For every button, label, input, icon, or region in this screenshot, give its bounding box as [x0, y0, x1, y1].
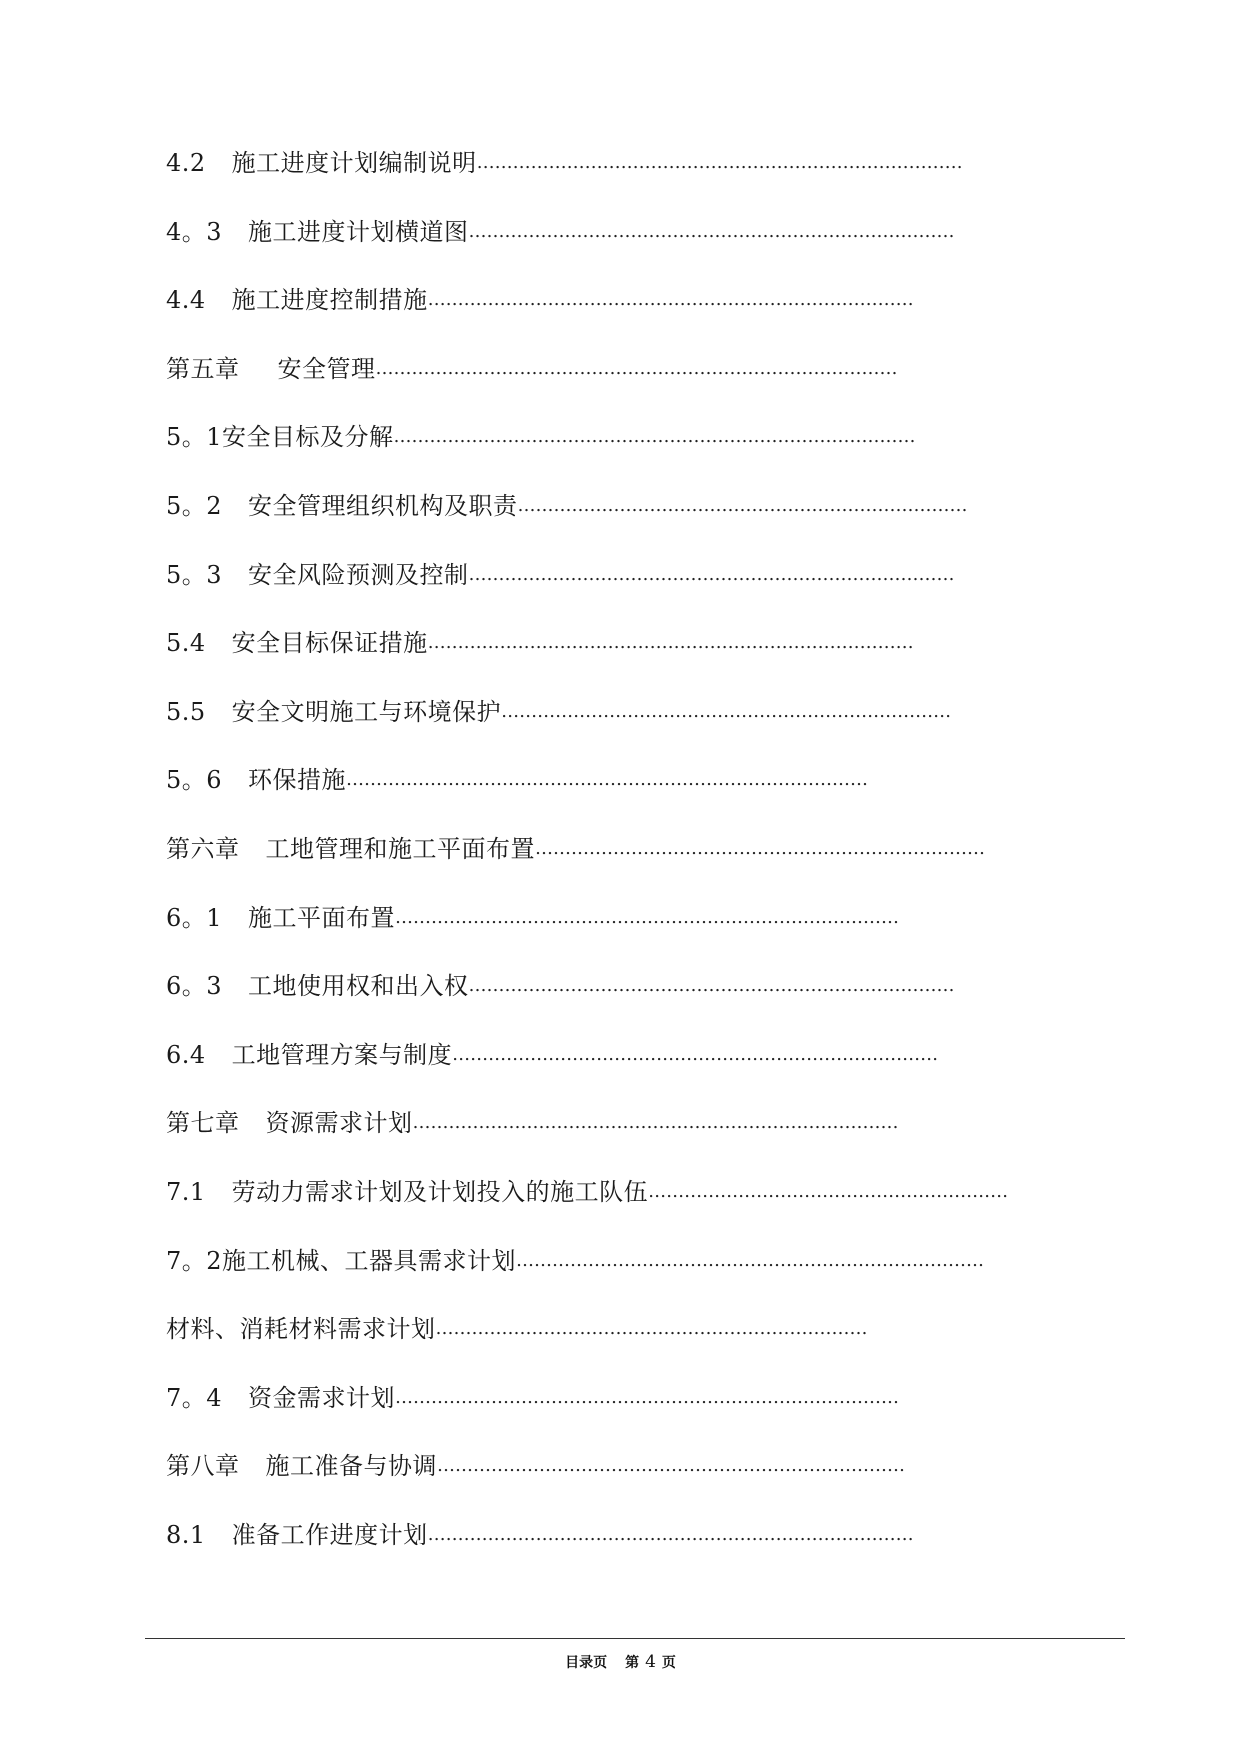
toc-entry-leader: ……………………………………………………………………………: [375, 357, 898, 379]
toc-entry-number: 5。3: [166, 560, 223, 589]
toc-entry-leader: ………………………………………………………………………: [412, 1112, 899, 1134]
toc-entry-leader: ……………………………………………………………………: [516, 1249, 985, 1271]
toc-entry-number: 6。1: [166, 903, 223, 932]
toc-entry-title: 安全风险预测及控制: [248, 560, 469, 589]
toc-entry-number: 7。2: [166, 1246, 223, 1275]
footer-page-number: 4: [645, 1652, 656, 1672]
toc-entry-7-1[interactable]: [166, 1169, 1126, 1238]
toc-entry-title: 安全目标保证措施: [231, 629, 428, 658]
toc-entry-leader: ……………………………………………………………………: [437, 1455, 905, 1477]
toc-entry-5-3[interactable]: [166, 552, 1126, 621]
toc-entry-leader: ………………………………………………………………………: [427, 289, 914, 311]
toc-entry-leader: …………………………………………………………………: [535, 837, 985, 859]
toc-entry-7-2[interactable]: [166, 1238, 1126, 1307]
toc-entry-chapter-5[interactable]: [166, 346, 1126, 415]
toc-entry-chapter-6[interactable]: [166, 826, 1126, 895]
toc-entry-6-3[interactable]: [166, 963, 1126, 1032]
toc-entry-number: 第五章: [166, 354, 240, 383]
toc-entry-leader: ……………………………………………………: [648, 1180, 1009, 1202]
toc-entry-leader: …………………………………………………………………………: [395, 906, 900, 928]
toc-entry-leader: ………………………………………………………………………: [468, 563, 955, 585]
toc-entry-leader: ………………………………………………………………………: [427, 1523, 914, 1545]
toc-entry-4-2[interactable]: [166, 140, 1126, 209]
toc-entry-5-1[interactable]: [166, 414, 1126, 483]
toc-entry-title: 环保措施: [248, 766, 347, 795]
toc-entry-title: 安全文明施工与环境保护: [231, 697, 502, 726]
toc-entry-title: 施工机械、工器具需求计划: [222, 1246, 517, 1275]
toc-entry-number: 6.4: [166, 1040, 206, 1069]
footer-label: 目录页: [565, 1655, 608, 1671]
toc-entry-leader: …………………………………………………………………………: [395, 1386, 900, 1408]
toc-entry-number: 5。2: [166, 491, 223, 520]
toc-entry-number: 4.4: [166, 286, 206, 315]
toc-entry-leader: ………………………………………………………………………: [452, 1043, 939, 1065]
toc-entry-title: 劳动力需求计划及计划投入的施工队伍: [231, 1177, 649, 1206]
toc-entry-number: 7.1: [166, 1177, 206, 1206]
toc-entry-7-3[interactable]: [166, 1306, 1126, 1375]
toc-entry-title: 施工准备与协调: [265, 1452, 437, 1481]
toc-entry-4-3[interactable]: [166, 209, 1126, 278]
toc-entry-leader: ………………………………………………………………………: [468, 220, 955, 242]
toc-entry-7-4[interactable]: [166, 1375, 1126, 1444]
toc-entry-number: 6。3: [166, 972, 223, 1001]
toc-entry-number: 5.5: [166, 697, 206, 726]
toc-entry-number: 7。4: [166, 1383, 223, 1412]
toc-entry-number: 第七章: [166, 1109, 240, 1138]
toc-entry-title: 施工平面布置: [248, 903, 396, 932]
toc-entry-title: 工地管理方案与制度: [231, 1040, 453, 1069]
toc-entry-title: 施工进度控制措施: [231, 286, 428, 315]
toc-entry-title: 材料、消耗材料需求计划: [166, 1315, 436, 1344]
footer-divider: [145, 1638, 1125, 1639]
table-of-contents: [166, 140, 1126, 1580]
toc-entry-title: 资金需求计划: [248, 1383, 396, 1412]
toc-entry-8-1[interactable]: [166, 1512, 1126, 1581]
toc-entry-chapter-7[interactable]: [166, 1100, 1126, 1169]
toc-entry-title: 安全管理组织机构及职责: [248, 491, 518, 520]
toc-entry-title: 安全管理: [277, 354, 376, 383]
toc-entry-5-2[interactable]: [166, 483, 1126, 552]
footer-page-suffix: 页: [661, 1655, 676, 1671]
toc-entry-title: 施工进度计划编制说明: [231, 149, 477, 177]
toc-entry-leader: …………………………………………………………………: [501, 700, 952, 722]
toc-entry-leader: …………………………………………………………………: [517, 494, 968, 516]
toc-entry-leader: ……………………………………………………………………………: [393, 426, 916, 448]
toc-entry-title: 安全目标及分解: [222, 423, 394, 452]
toc-entry-number: 5。1: [166, 423, 223, 452]
toc-entry-number: 4。3: [166, 217, 223, 246]
toc-entry-6-1[interactable]: [166, 895, 1126, 964]
toc-entry-number: 5。6: [166, 766, 223, 795]
toc-entry-number: 4.2: [166, 149, 206, 177]
toc-entry-leader: ………………………………………………………………………: [468, 975, 955, 997]
page-footer: [0, 1652, 1241, 1672]
toc-entry-number: 8.1: [166, 1520, 206, 1549]
toc-entry-number: 5.4: [166, 629, 206, 658]
toc-entry-5-6[interactable]: [166, 757, 1126, 826]
toc-entry-title: 资源需求计划: [265, 1109, 413, 1138]
toc-entry-6-4[interactable]: [166, 1032, 1126, 1101]
toc-entry-5-5[interactable]: [166, 689, 1126, 758]
toc-entry-chapter-8[interactable]: [166, 1443, 1126, 1512]
toc-entry-leader: ………………………………………………………………………: [476, 152, 963, 173]
toc-entry-title: 准备工作进度计划: [231, 1520, 428, 1549]
toc-entry-leader: ………………………………………………………………………: [427, 632, 914, 654]
toc-entry-title: 施工进度计划横道图: [248, 217, 469, 246]
toc-entry-number: 第八章: [166, 1452, 240, 1481]
toc-entry-leader: ……………………………………………………………………………: [346, 769, 869, 791]
footer-page-prefix: 第: [625, 1655, 640, 1671]
toc-entry-5-4[interactable]: [166, 620, 1126, 689]
toc-entry-4-4[interactable]: [166, 277, 1126, 346]
toc-entry-title: 工地管理和施工平面布置: [265, 834, 535, 863]
toc-entry-number: 第六章: [166, 834, 240, 863]
toc-entry-title: 工地使用权和出入权: [248, 972, 469, 1001]
toc-entry-leader: ………………………………………………………………: [435, 1318, 868, 1340]
